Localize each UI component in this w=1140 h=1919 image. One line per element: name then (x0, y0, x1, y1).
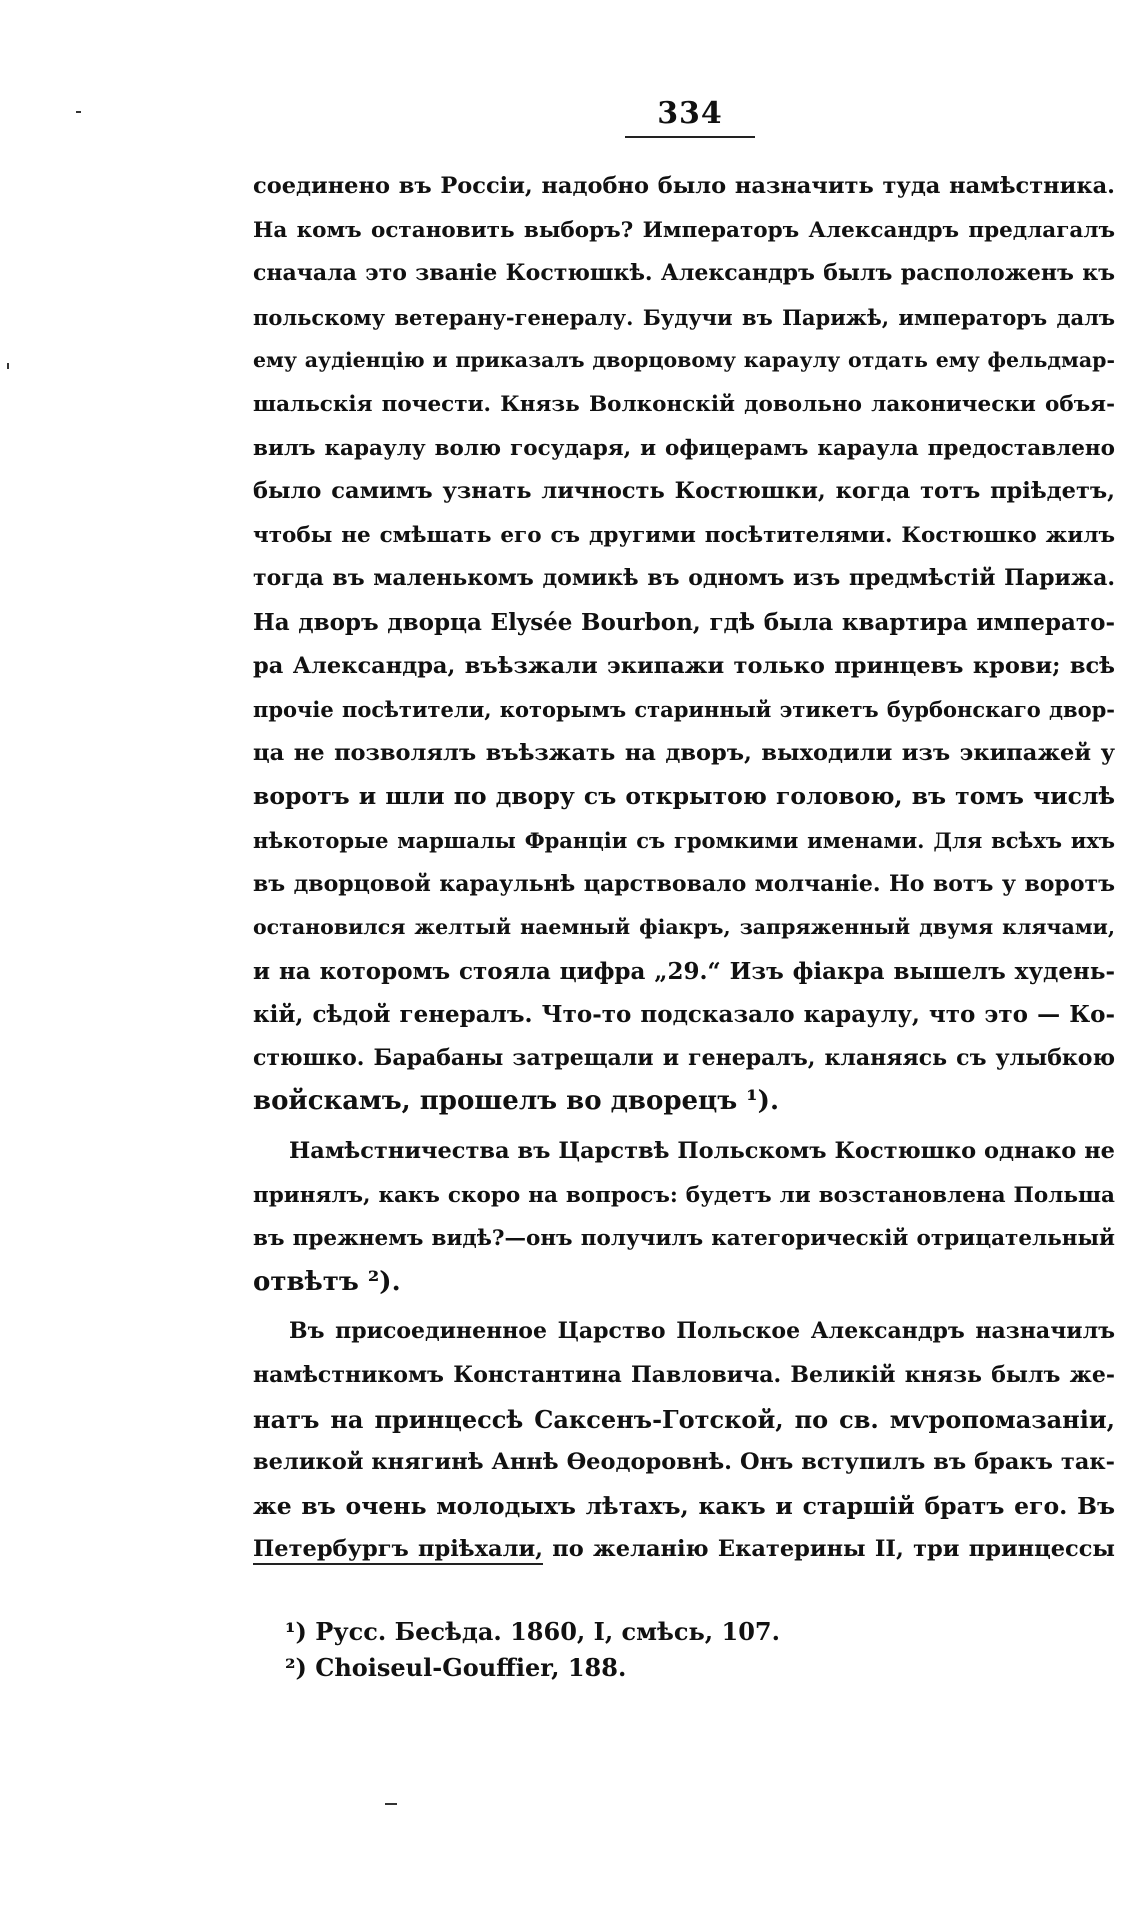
text-line: отвѣтъ ²). (253, 1266, 401, 1297)
text-line: На дворъ дворца Elysée Bourbon, гдѣ была квартира императо- (253, 608, 1115, 636)
text-line: сначала это званіе Костюшкѣ. Александръ былъ расположенъ къ (253, 260, 1115, 287)
text-line: прочіе посѣтители, которымъ старинный этикетъ бурбонскаго двор- (253, 697, 1115, 723)
text-line: шальскія почести. Князь Волконскій довольно лаконически объя- (253, 391, 1115, 417)
footnotes (285, 1614, 985, 1686)
scan-speck (7, 363, 9, 369)
text-line: Въ присоединенное Царство Польское Александръ назначилъ (289, 1318, 1115, 1345)
text-line: въ прежнемъ видѣ?—онъ получилъ категорическій отрицательный (253, 1226, 1115, 1252)
footnote: ²) Choiseul-Gouffier, 188. (285, 1653, 627, 1682)
text-line: польскому ветерану-генералу. Будучи въ Парижѣ, императоръ далъ (253, 304, 1115, 330)
page-number-rule (625, 136, 755, 138)
scan-speck (76, 111, 81, 113)
text-line: Петербургъ пріѣхали, по желанію Екатерины II, три принцессы (253, 1536, 1115, 1563)
text-line: Намѣстничества въ Царствѣ Польскомъ Костюшко однако не (289, 1138, 1115, 1165)
text-line: нѣкоторые маршалы Франціи съ громкими именами. Для всѣхъ ихъ (253, 827, 1115, 853)
footnote-rule (253, 1563, 543, 1565)
body-text (253, 165, 1115, 1572)
text-line: тогда въ маленькомъ домикѣ въ одномъ изъ предмѣстій Парижа. (253, 565, 1115, 592)
text-line: ра Александра, въѣзжали экипажи только принцевъ крови; всѣ (253, 652, 1115, 679)
text-line: На комъ остановить выборъ? Императоръ Александръ предлагалъ (253, 217, 1115, 243)
text-line: кій, сѣдой генералъ. Что-то подсказало караулу, что это — Ко- (253, 1001, 1115, 1029)
text-line: и на которомъ стояла цифра „29.“ Изъ фіакра вышелъ худень- (253, 957, 1115, 985)
text-line: же въ очень молодыхъ лѣтахъ, какъ и старшій братъ его. Въ (253, 1491, 1115, 1520)
text-line: соединено въ Россіи, надобно было назначить туда намѣстника. (253, 173, 1115, 199)
text-line: принялъ, какъ скоро на вопросъ: будетъ ли возстановлена Польша (253, 1182, 1115, 1208)
text-line: ца не позволялъ въѣзжать на дворъ, выходили изъ экипажей у (253, 739, 1115, 766)
text-line: вилъ караулу волю государя, и офицерамъ караула предоставлено (253, 435, 1115, 461)
page-number: 334 (657, 96, 723, 131)
text-line: было самимъ узнать личность Костюшки, когда тотъ пріѣдетъ, (253, 478, 1115, 505)
text-line: натъ на принцессѣ Саксенъ-Готской, по св. мѵропомазаніи, (253, 1404, 1115, 1434)
scan-speck (385, 1803, 397, 1805)
text-line: великой княгинѣ Аннѣ Ѳеодоровнѣ. Онъ вступилъ въ бракъ так- (253, 1449, 1115, 1476)
text-line: остановился желтый наемный фіакръ, запряженный двумя клячами, (253, 915, 1115, 940)
text-line: стюшко. Барабаны затрещали и генералъ, кланяясь съ улыбкою (253, 1044, 1115, 1071)
text-line: въ дворцовой караульнѣ царствовало молчаніе. Но вотъ у воротъ (253, 870, 1115, 897)
text-line: войскамъ, прошелъ во дворецъ ¹). (253, 1086, 780, 1117)
text-line: чтобы не смѣшать его съ другими посѣтителями. Костюшко жилъ (253, 522, 1115, 548)
text-line: воротъ и шли по двору съ открытою головою, въ томъ числѣ (253, 782, 1115, 811)
text-line: ему аудіенцію и приказалъ дворцовому караулу отдать ему фельдмар- (253, 348, 1115, 373)
text-line: намѣстникомъ Константина Павловича. Великій князь былъ же- (253, 1362, 1115, 1389)
footnote: ¹) Русс. Бесѣда. 1860, I, смѣсь, 107. (285, 1617, 780, 1646)
